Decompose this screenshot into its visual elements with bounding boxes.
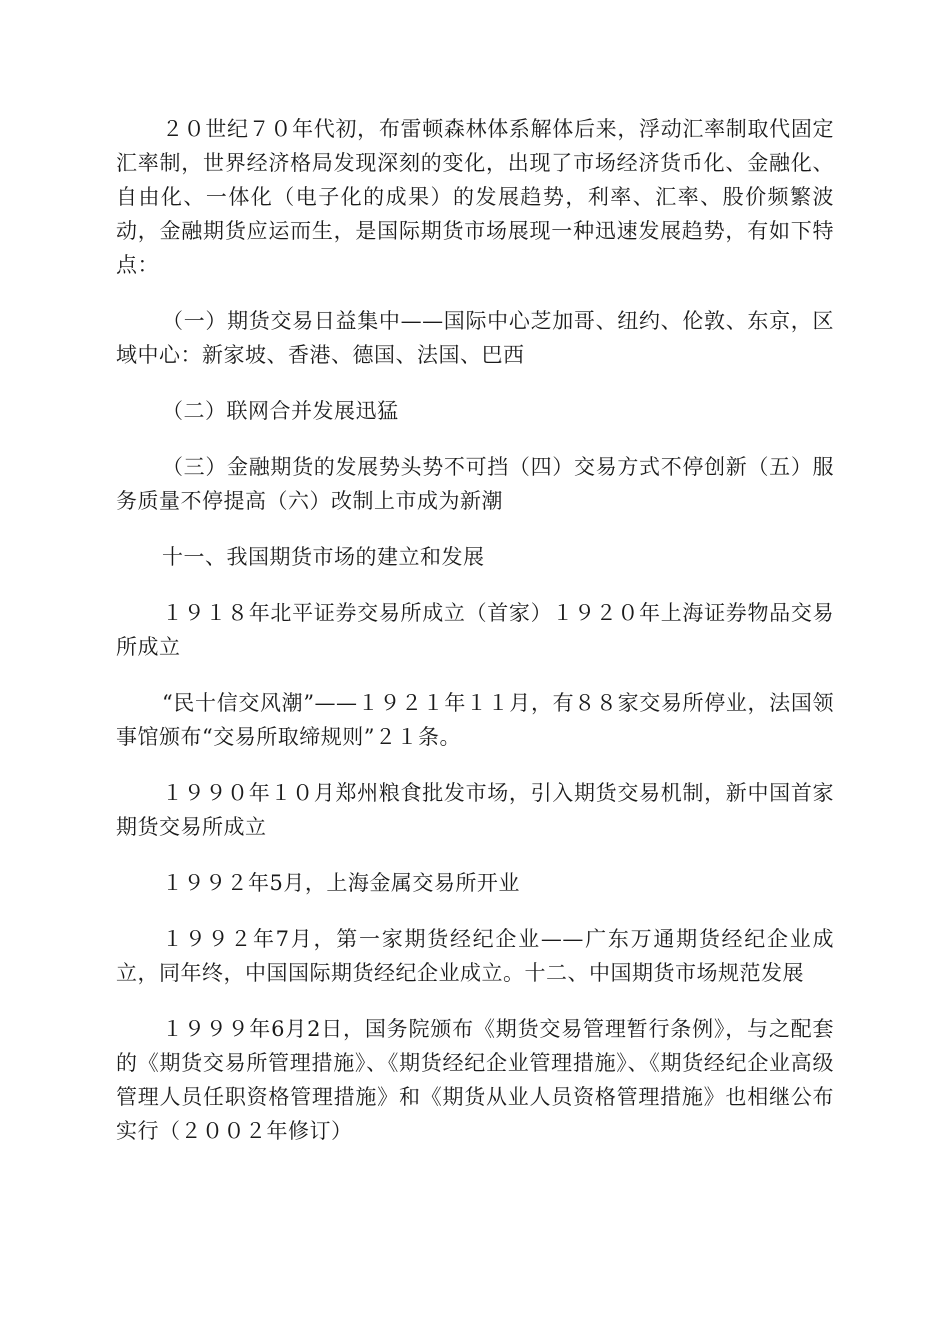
paragraph-1992-july: １９９２年7月，第一家期货经纪企业——广东万通期货经纪企业成立，同年终，中国国际期货经纪企业成立。十二、中国期货市场规范发展 [116,927,834,985]
section-heading-11: 十一、我国期货市场的建立和发展 [162,545,485,569]
paragraph-1990: １９９０年１０月郑州粮食批发市场，引入期货交易机制，新中国首家期货交易所成立 [116,781,834,839]
paragraph-intro: ２０世纪７０年代初，布雷顿森林体系解体后来，浮动汇率制取代固定汇率制，世界经济格局发现深刻的变化，出现了市场经济货币化、金融化、自由化、一体化（电子化的成果）的发展趋势，利率、汇率、股价频繁波动，金融期货应运而生，是国际期货市场展现一种迅速发展趋势，有如下特点： [116,117,834,277]
paragraph-1921: “民十信交风潮”——１９２１年１１月，有８８家交易所停业，法国领事馆颁布“交易所取缔规则”２１条。 [116,691,834,749]
paragraph-feature-3-6: （三）金融期货的发展势头势不可挡（四）交易方式不停创新（五）服务质量不停提高（六）改制上市成为新潮 [116,455,834,513]
paragraph-1992-may: １９９２年5月，上海金属交易所开业 [162,871,520,895]
paragraph-1918: １９１８年北平证券交易所成立（首家）１９２０年上海证券物品交易所成立 [116,601,834,659]
paragraph-feature-1: （一）期货交易日益集中——国际中心芝加哥、纽约、伦敦、东京，区域中心：新家坡、香港、德国、法国、巴西 [116,309,834,367]
paragraph-1999: １９９９年6月2日，国务院颁布《期货交易管理暂行条例》，与之配套的《期货交易所管理措施》、《期货经纪企业管理措施》、《期货经纪企业高级管理人员任职资格管理措施》和《期货从业人员资格管理措施》也相继公布实行（２００２年修订） [116,1017,834,1143]
document-body [116,112,834,1170]
paragraph-feature-2: （二）联网合并发展迅猛 [162,399,399,423]
